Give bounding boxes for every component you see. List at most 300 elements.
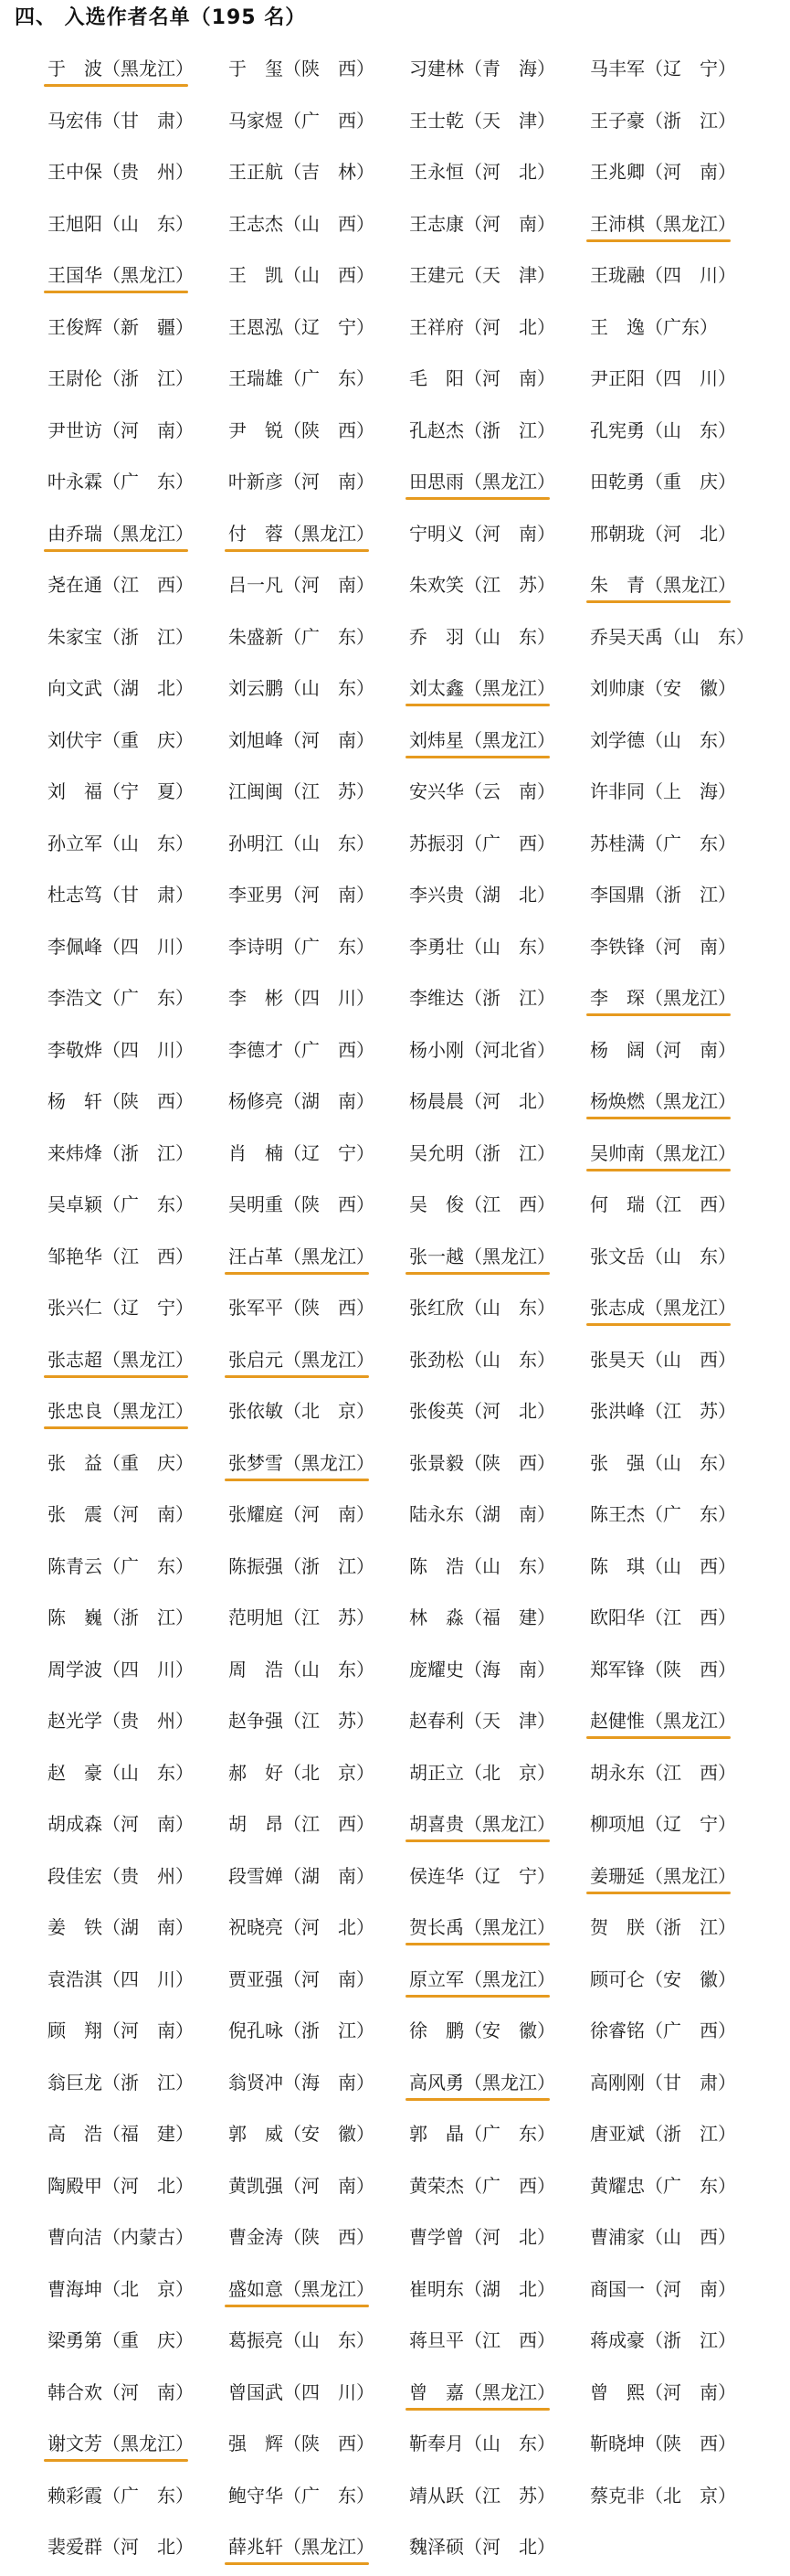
author-province: （重 庆） <box>102 1451 194 1474</box>
author-entry <box>228 665 409 717</box>
author-province: （广 东） <box>102 1193 194 1215</box>
author-name: 薛兆轩 <box>228 2536 283 2558</box>
author-name: 习建林 <box>409 58 464 80</box>
author-name: 陈振强 <box>228 1554 283 1577</box>
author-province: （贵 州） <box>102 1864 194 1887</box>
author-entry <box>228 1543 409 1595</box>
author-province: （四 川） <box>102 935 194 958</box>
author-entry <box>228 408 409 460</box>
author-entry <box>47 769 228 821</box>
author-name: 田乾勇 <box>590 471 645 493</box>
author-name: 郭 威 <box>228 2123 283 2145</box>
author-entry <box>409 98 590 150</box>
author-entry <box>47 1491 228 1543</box>
author-province: （湖 南） <box>283 1864 374 1887</box>
author-name: 李亚男 <box>228 884 283 906</box>
author-province: （江 西） <box>102 1245 194 1267</box>
section-heading: 四、 入选作者名单（195 名） <box>15 6 307 29</box>
author-entry <box>228 1750 409 1802</box>
author-name: 崔明东 <box>409 2277 464 2300</box>
author-province: （四 川） <box>645 367 736 389</box>
author-province: （浙 江） <box>102 1606 194 1628</box>
author-province: （内蒙古） <box>102 2226 194 2248</box>
author-province: （河 北） <box>102 2536 194 2558</box>
author-province: （黑龙江） <box>464 2071 555 2094</box>
author-province: （北 京） <box>283 1761 374 1784</box>
author-entry <box>228 1130 409 1182</box>
author-entry <box>409 201 590 253</box>
highlight-underline <box>406 1272 550 1275</box>
author-name: 张文岳 <box>590 1245 645 1267</box>
author-entry <box>47 98 228 150</box>
author-province: （广 东） <box>283 935 374 958</box>
author-province: （黑龙江） <box>464 471 555 493</box>
author-province: （湖 北） <box>464 884 555 906</box>
author-province: （广 东） <box>102 1554 194 1577</box>
author-province: （重 庆） <box>102 728 194 751</box>
author-entry <box>409 924 590 976</box>
author-province: （黑龙江） <box>102 264 194 286</box>
author-entry <box>47 1595 228 1647</box>
author-province: （浙 江） <box>645 109 736 132</box>
highlight-underline <box>44 549 188 552</box>
author-name: 吕一凡 <box>228 574 283 596</box>
author-entry <box>228 2369 409 2422</box>
author-name: 王祥府 <box>409 315 464 338</box>
author-name: 张 益 <box>47 1451 102 1474</box>
author-entry <box>47 2060 228 2112</box>
author-entry <box>228 2060 409 2112</box>
author-name: 乔 羽 <box>409 625 464 648</box>
author-entry <box>47 1388 228 1440</box>
author-name: 朱欢笑 <box>409 574 464 596</box>
author-province: （河 北） <box>464 161 555 183</box>
highlight-underline <box>44 1375 188 1378</box>
author-province: （黑龙江） <box>645 1864 736 1887</box>
author-name: 宁明义 <box>409 522 464 545</box>
author-province: （天 津） <box>464 109 555 132</box>
highlight-underline <box>586 1013 731 1016</box>
author-name: 庞耀史 <box>409 1658 464 1680</box>
author-name: 李敬烨 <box>47 1038 102 1061</box>
author-province: （黑龙江） <box>102 58 194 80</box>
author-province: （辽 宁） <box>283 1141 374 1164</box>
author-name: 赵健惟 <box>590 1710 645 1732</box>
author-entry <box>47 2111 228 2163</box>
author-name: 李兴贵 <box>409 884 464 906</box>
author-name: 王旭阳 <box>47 212 102 235</box>
author-province: （广 东） <box>102 471 194 493</box>
author-entry <box>590 2369 771 2422</box>
author-province: （辽 宁） <box>645 58 736 80</box>
author-entry <box>590 975 771 1027</box>
author-name: 张梦雪 <box>228 1451 283 1474</box>
author-province: （广 东） <box>283 625 374 648</box>
author-name: 王永恒 <box>409 161 464 183</box>
author-entry <box>409 1027 590 1079</box>
author-entry <box>590 149 771 201</box>
author-name: 马宏伟 <box>47 109 102 132</box>
author-name: 商国一 <box>590 2277 645 2300</box>
author-name: 曹学曾 <box>409 2226 464 2248</box>
author-name: 葛振亮 <box>228 2329 283 2351</box>
highlight-underline <box>44 84 188 87</box>
author-entry <box>409 717 590 769</box>
author-province: （河 南） <box>464 367 555 389</box>
author-entry <box>228 1647 409 1699</box>
author-province: （黑龙江） <box>464 1245 555 1267</box>
author-province: （黑龙江） <box>102 2433 194 2454</box>
author-entry <box>409 1337 590 1389</box>
author-name: 刘云鹏 <box>228 677 283 699</box>
author-province: （黑龙江） <box>464 1916 555 1938</box>
author-entry <box>409 1543 590 1595</box>
author-province: （广 东） <box>102 2484 194 2507</box>
author-province: （四 川） <box>102 1658 194 1680</box>
author-province: （河 北） <box>464 2536 555 2558</box>
author-entry <box>590 1337 771 1389</box>
author-entry <box>228 2214 409 2266</box>
author-entry <box>47 149 228 201</box>
highlight-underline <box>44 2459 188 2462</box>
author-name: 王志杰 <box>228 212 283 235</box>
author-name: 李铁锋 <box>590 935 645 958</box>
author-province: （福 建） <box>464 1606 555 1628</box>
author-name: 田思雨 <box>409 471 464 493</box>
author-province: （河 南） <box>645 935 736 958</box>
author-entry <box>409 2060 590 2112</box>
author-name: 刘旭峰 <box>228 728 283 751</box>
author-name: 翁贤冲 <box>228 2071 283 2094</box>
author-name: 尧在通 <box>47 574 102 596</box>
author-province: （河 北） <box>464 315 555 338</box>
author-entry <box>590 562 771 614</box>
author-entry <box>47 1956 228 2009</box>
author-entry <box>590 2473 771 2525</box>
author-entry <box>47 2524 228 2576</box>
author-entry <box>228 459 409 511</box>
author-province: （广 东） <box>464 2123 555 2145</box>
author-entry <box>47 511 228 563</box>
highlight-underline <box>225 1479 369 1481</box>
author-name: 张劲松 <box>409 1348 464 1371</box>
highlight-underline <box>406 704 550 706</box>
author-name-list <box>47 46 778 2576</box>
author-entry <box>228 1801 409 1853</box>
highlight-underline <box>586 1736 731 1739</box>
author-entry <box>47 562 228 614</box>
author-entry <box>228 1337 409 1389</box>
author-entry <box>47 1440 228 1492</box>
author-name: 苏振羽 <box>409 832 464 854</box>
author-entry <box>47 2008 228 2060</box>
author-name: 陈 巍 <box>47 1606 102 1628</box>
author-entry <box>47 252 228 304</box>
author-name: 范明旭 <box>228 1606 283 1628</box>
author-province: （云 南） <box>464 780 555 802</box>
highlight-underline <box>406 2408 550 2411</box>
author-province: （浙 江） <box>464 1141 555 1164</box>
author-name: 杨焕燃 <box>590 1090 645 1112</box>
author-province: （黑龙江） <box>645 212 736 235</box>
author-name: 张 强 <box>590 1451 645 1474</box>
author-province: （河 南） <box>464 212 555 235</box>
author-province: （广 东） <box>102 987 194 1009</box>
author-entry <box>409 252 590 304</box>
author-province: （黑龙江） <box>464 677 555 699</box>
author-province: （黑龙江） <box>464 2380 555 2403</box>
author-province: （江 苏） <box>283 1710 374 1732</box>
author-name: 谢文芳 <box>47 2433 102 2454</box>
author-name: 孙立军 <box>47 832 102 854</box>
author-province: （河 南） <box>283 1503 374 1525</box>
author-entry <box>47 2317 228 2369</box>
author-entry <box>228 975 409 1027</box>
author-province: （浙 江） <box>102 1141 194 1164</box>
author-entry <box>409 1956 590 2009</box>
author-name: 王中保 <box>47 161 102 183</box>
author-name: 尹 锐 <box>228 419 283 441</box>
author-name: 王尉伦 <box>47 367 102 389</box>
author-name: 孔宪勇 <box>590 419 645 441</box>
author-name: 陆永东 <box>409 1503 464 1525</box>
author-province: （四 川） <box>645 264 736 286</box>
author-entry <box>409 2524 590 2576</box>
author-entry <box>47 2369 228 2422</box>
author-entry <box>409 1853 590 1905</box>
author-province: （广 东） <box>283 2484 374 2507</box>
author-entry <box>409 1182 590 1234</box>
author-name: 强 辉 <box>228 2433 283 2454</box>
author-entry <box>590 717 771 769</box>
author-province: （山 西） <box>645 2226 736 2248</box>
author-entry <box>409 1388 590 1440</box>
author-entry <box>228 1698 409 1750</box>
author-name: 王志康 <box>409 212 464 235</box>
highlight-underline <box>406 497 550 500</box>
author-entry <box>228 1491 409 1543</box>
author-name: 肖 楠 <box>228 1141 283 1164</box>
author-name: 王俊辉 <box>47 315 102 338</box>
author-name: 张启元 <box>228 1348 283 1371</box>
author-name: 吴帅南 <box>590 1141 645 1164</box>
author-province: （广 东） <box>645 2174 736 2197</box>
author-name: 赵争强 <box>228 1710 283 1732</box>
author-province: （山 东） <box>663 625 754 648</box>
author-entry <box>228 769 409 821</box>
author-province: （湖 南） <box>102 1916 194 1938</box>
author-province: （河 南） <box>283 1967 374 1990</box>
author-province: （贵 州） <box>102 1710 194 1732</box>
author-entry <box>590 2008 771 2060</box>
author-name: 刘 福 <box>47 780 102 802</box>
author-name: 刘学德 <box>590 728 645 751</box>
author-name: 段雪婵 <box>228 1864 283 1887</box>
author-name: 刘炜星 <box>409 728 464 751</box>
highlight-underline <box>225 2305 369 2307</box>
author-province: （黑龙江） <box>283 522 374 545</box>
author-province: （山 东） <box>464 1348 555 1371</box>
author-province: （湖 北） <box>102 677 194 699</box>
author-province: （陕 西） <box>283 1193 374 1215</box>
author-entry <box>228 872 409 924</box>
author-name: 张耀庭 <box>228 1503 283 1525</box>
author-province: （黑龙江） <box>102 1348 194 1371</box>
author-entry <box>590 821 771 873</box>
author-entry <box>228 614 409 666</box>
author-entry <box>590 1801 771 1853</box>
author-name: 张一越 <box>409 1245 464 1267</box>
author-province: （山 东） <box>283 677 374 699</box>
author-entry <box>409 149 590 201</box>
author-entry <box>47 2163 228 2215</box>
highlight-underline <box>44 1426 188 1429</box>
author-name: 陈 浩 <box>409 1554 464 1577</box>
author-name: 陶殿甲 <box>47 2174 102 2197</box>
author-name: 胡 昂 <box>228 1813 283 1835</box>
author-name: 欧阳华 <box>590 1606 645 1628</box>
author-province: （山 西） <box>283 212 374 235</box>
author-entry <box>409 511 590 563</box>
author-name: 周学波 <box>47 1658 102 1680</box>
author-entry <box>590 304 771 356</box>
author-province: （山 西） <box>645 1348 736 1371</box>
author-entry <box>228 304 409 356</box>
author-province: （上 海） <box>645 780 736 802</box>
author-entry <box>228 1027 409 1079</box>
author-province: （河 南） <box>283 471 374 493</box>
author-province: （广 西） <box>464 832 555 854</box>
author-name: 刘太鑫 <box>409 677 464 699</box>
author-name: 杨小刚 <box>409 1038 464 1061</box>
highlight-underline <box>225 1272 369 1275</box>
author-name: 尹世访 <box>47 419 102 441</box>
author-entry <box>228 1078 409 1130</box>
author-province: （陕 西） <box>645 1658 736 1680</box>
author-name: 吴 俊 <box>409 1193 464 1215</box>
author-province: （山 东） <box>283 832 374 854</box>
author-province: （广 东） <box>645 1503 736 1525</box>
author-name: 邢朝珑 <box>590 522 645 545</box>
highlight-underline <box>406 2098 550 2101</box>
author-entry <box>409 2214 590 2266</box>
author-province: （山 西） <box>645 1554 736 1577</box>
author-entry <box>228 562 409 614</box>
author-entry <box>590 2111 771 2163</box>
author-name: 曹浦家 <box>590 2226 645 2248</box>
author-entry <box>590 1285 771 1337</box>
author-entry <box>409 2008 590 2060</box>
author-province: （黑龙江） <box>464 1967 555 1990</box>
author-name: 张忠良 <box>47 1400 102 1422</box>
author-province: （北 京） <box>283 1400 374 1422</box>
author-entry <box>47 201 228 253</box>
author-entry <box>47 304 228 356</box>
author-entry <box>47 408 228 460</box>
author-province: （山 东） <box>645 1451 736 1474</box>
author-entry <box>228 355 409 408</box>
author-entry <box>409 1234 590 1286</box>
author-province: （河 南） <box>283 884 374 906</box>
author-province: （四 川） <box>102 1038 194 1061</box>
author-entry <box>590 98 771 150</box>
author-name: 贺长禹 <box>409 1916 464 1938</box>
author-name: 张景毅 <box>409 1451 464 1474</box>
author-entry <box>409 821 590 873</box>
author-province: （吉 林） <box>283 161 374 183</box>
author-name: 曹向洁 <box>47 2226 102 2248</box>
author-province: （辽 宁） <box>102 1297 194 1319</box>
author-entry <box>590 1388 771 1440</box>
author-entry <box>590 1234 771 1286</box>
author-name: 苏桂满 <box>590 832 645 854</box>
author-province: （河 南） <box>283 728 374 751</box>
highlight-underline <box>406 1943 550 1945</box>
author-name: 贾亚强 <box>228 1967 283 1990</box>
author-province: （山 东） <box>645 1245 736 1267</box>
author-entry <box>228 2266 409 2318</box>
author-province: （陕 西） <box>283 1297 374 1319</box>
author-province: （新 疆） <box>102 315 194 338</box>
author-province: （江 苏） <box>464 574 555 596</box>
author-entry <box>409 562 590 614</box>
author-name: 蔡克非 <box>590 2484 645 2507</box>
author-name: 柳项旭 <box>590 1813 645 1835</box>
author-name: 孔赵杰 <box>409 419 464 441</box>
author-name: 胡正立 <box>409 1761 464 1784</box>
author-name: 张志超 <box>47 1348 102 1371</box>
author-province: （黑龙江） <box>645 1297 736 1319</box>
author-entry <box>228 1182 409 1234</box>
author-entry <box>590 459 771 511</box>
author-entry <box>409 2317 590 2369</box>
author-name: 何 瑞 <box>590 1193 645 1215</box>
author-province: （陕 西） <box>283 2226 374 2248</box>
author-entry <box>47 1337 228 1389</box>
author-name: 叶新彦 <box>228 471 283 493</box>
author-name: 毛 阳 <box>409 367 464 389</box>
author-entry <box>409 2369 590 2422</box>
author-province: （黑龙江） <box>283 1451 374 1474</box>
author-entry <box>409 1647 590 1699</box>
author-province: （黑龙江） <box>102 522 194 545</box>
author-name: 曾国武 <box>228 2380 283 2403</box>
author-province: （河 南） <box>102 1503 194 1525</box>
author-name: 曾 熙 <box>590 2380 645 2403</box>
author-province: （辽 宁） <box>464 1864 555 1887</box>
author-name: 陈王杰 <box>590 1503 645 1525</box>
author-province: （山 东） <box>102 1761 194 1784</box>
author-entry <box>47 1543 228 1595</box>
author-name: 贺 朕 <box>590 1916 645 1938</box>
author-province: （黑龙江） <box>464 728 555 751</box>
author-name: 马家煜 <box>228 109 283 132</box>
author-province: （河北省） <box>464 1038 555 1061</box>
author-province: （黑龙江） <box>283 2277 374 2300</box>
author-entry <box>409 1440 590 1492</box>
author-province: （湖 南） <box>464 1503 555 1525</box>
author-name: 鲍守华 <box>228 2484 283 2507</box>
author-name: 江闽闽 <box>228 780 283 802</box>
author-province: （浙 江） <box>645 884 736 906</box>
author-entry <box>590 511 771 563</box>
author-name: 王建元 <box>409 264 464 286</box>
author-province: （黑龙江） <box>102 1400 194 1422</box>
author-province: （宁 夏） <box>102 780 194 802</box>
author-name: 朱 青 <box>590 574 645 596</box>
author-entry <box>47 2421 228 2473</box>
author-province: （贵 州） <box>102 161 194 183</box>
